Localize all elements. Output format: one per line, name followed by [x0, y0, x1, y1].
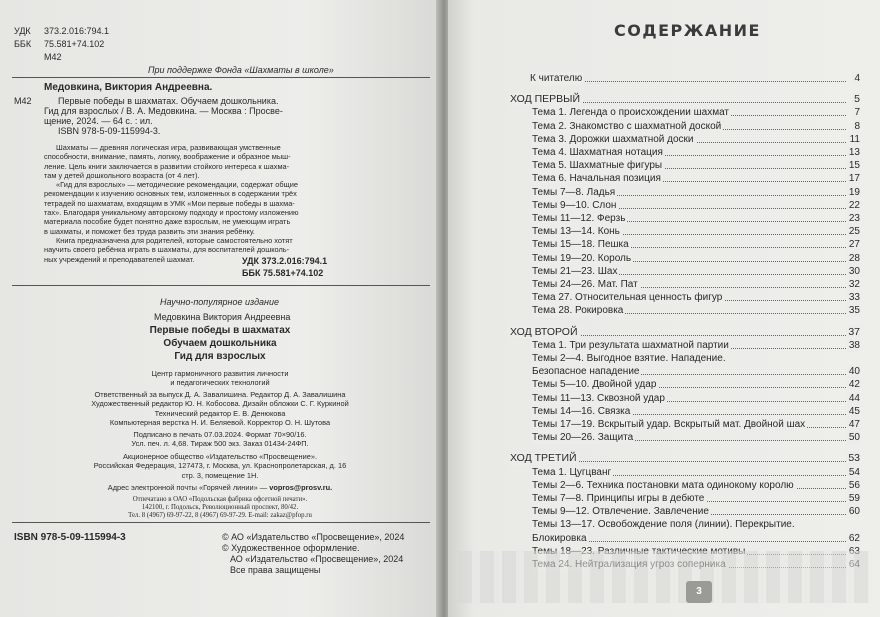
- toc-entry: [448, 278, 880, 291]
- toc-entry: [448, 378, 880, 391]
- printer-line: Отпечатано в ОАО «Подольская фабрика офсетной печати».: [132, 496, 308, 503]
- annotation-line: рекомендации к изучению основных тем, изложенных в содержании трёх: [44, 189, 297, 199]
- toc-entry: [448, 172, 880, 185]
- title-line: Гид для взрослых: [174, 351, 266, 362]
- toc-label: Темы 7—8. Принципы игры в дебюте: [532, 493, 705, 504]
- toc-page-number: 23: [848, 213, 860, 224]
- annotation-line: там у детей дошкольного возраста (от 4 лет).: [44, 170, 200, 180]
- annotation-line: «Гид для взрослых» — методические рекомендации, содержат общие: [56, 180, 298, 190]
- copyright-block: [222, 532, 404, 575]
- toc-page-number: 35: [848, 305, 860, 317]
- publisher-block: [40, 452, 400, 480]
- toc-entry: [448, 466, 880, 479]
- toc-label: Темы 5—10. Двойной удар: [532, 379, 657, 391]
- toc-entry: [448, 186, 880, 199]
- toc-entry: [448, 265, 880, 278]
- toc-entry: [448, 518, 880, 531]
- toc-page-number: 32: [848, 279, 860, 290]
- printer-line: 142100, г. Подольск, Революционный проспект, 80/42.: [141, 504, 299, 511]
- annotation-block: [44, 143, 299, 264]
- middle-divider: [12, 285, 430, 286]
- copyright-line: © Художественное оформление.: [222, 543, 360, 553]
- publisher-line: Российская Федерация, 127473, г. Москва, ул. Краснопролетарская, д. 16: [93, 461, 347, 471]
- copyright-line: Все права защищены: [230, 565, 321, 575]
- toc-label: Темы 2—4. Выгодное взятие. Нападение.: [532, 353, 726, 364]
- annotation-line: тетрадей по шахматам, входящим в УМК «Мои первые победы в шахма-: [44, 198, 295, 208]
- book-title: [100, 325, 340, 362]
- udk-repeat: УДК 373.2.016:794.1: [242, 256, 328, 266]
- toc-entry: [448, 405, 880, 418]
- annotation-line: ление. Цель книги заключается в развитии стойкого интереса к шахма-: [44, 161, 290, 171]
- toc-label: ХОД ТРЕТИЙ: [510, 452, 577, 465]
- toc-page-number: 45: [848, 405, 860, 417]
- chessboard-decoration: [458, 551, 870, 603]
- toc-page-number: 4: [854, 73, 860, 84]
- publisher-line: стр. 3, помещение 1Н.: [181, 470, 259, 480]
- toc-label: Темы 17—19. Вскрытый удар. Вскрытый мат. Двойной шах: [532, 419, 806, 430]
- toc-label: Темы 24—26. Мат. Пат: [532, 279, 638, 290]
- toc-page-number: 59: [848, 493, 860, 504]
- toc-entry: [448, 252, 880, 265]
- udk-label: УДК: [14, 26, 31, 36]
- toc-page-number: 42: [848, 379, 860, 391]
- annotation-line: способности, внимание, память, логику, воображение и образное мыш-: [44, 152, 291, 162]
- toc-page-number: 19: [848, 186, 860, 198]
- toc-label: Темы 21—23. Шах: [532, 265, 618, 277]
- author-mark: М42: [44, 52, 62, 62]
- credits-block: [40, 390, 400, 427]
- toc-entry: [448, 365, 880, 378]
- toc-label: Безопасное нападение: [532, 366, 640, 378]
- toc-page-number: 5: [854, 93, 860, 106]
- toc-entry: [448, 199, 880, 212]
- annotation-line: Книга предназначена для родителей, которые самостоятельно хотят: [56, 235, 293, 245]
- toc-label: Тема 1. Три результата шахматной партии: [532, 339, 729, 351]
- printer-line: Тел. 8 (4967) 69-97-22, 8 (4967) 69-97-29. E-mail: zakaz@pfop.ru: [128, 512, 312, 519]
- hotline-email: vopros@prosv.ru.: [269, 483, 333, 492]
- toc-page-number: 30: [848, 265, 860, 277]
- support-line: При поддержке Фонда «Шахматы в школе»: [148, 65, 334, 75]
- toc-label: Темы 9—10. Слон: [532, 199, 617, 211]
- toc-entry: [448, 291, 880, 304]
- toc-label: Блокировка: [532, 532, 587, 544]
- toc-entry: [448, 492, 880, 505]
- toc-label: Тема 5. Шахматные фигуры: [532, 160, 663, 172]
- annotation-line: тах». Благодаря уникальному авторскому подходу и простому изложению: [44, 208, 299, 218]
- contents-page: [448, 0, 880, 617]
- biblio-line: щение, 2024. — 64 с. : ил.: [44, 116, 153, 126]
- edition-type: Научно-популярное издание: [160, 297, 280, 307]
- toc-label: Тема 2. Знакомство с шахматной доской: [532, 120, 722, 132]
- toc-label: Тема 3. Дорожки шахматной доски: [532, 133, 694, 145]
- toc-label: Темы 19—20. Король: [532, 252, 632, 264]
- toc-entry: [448, 352, 880, 365]
- toc-entry: [448, 304, 880, 317]
- toc-page-number: 40: [848, 366, 860, 378]
- toc-page-number: 7: [854, 107, 860, 119]
- toc-entry: [448, 106, 880, 119]
- credit-line: Технический редактор Е. В. Денюкова: [154, 408, 286, 418]
- credit-line: Компьютерная верстка Н. И. Беляевой. Корректор О. Н. Шутова: [109, 417, 331, 427]
- toc-label: Тема 1. Легенда о происхождении шахмат: [532, 107, 729, 119]
- toc-page-number: 38: [848, 339, 860, 351]
- toc-label: Тема 1. Цугцванг: [532, 466, 612, 478]
- toc-label: Темы 11—13. Сквозной удар: [532, 392, 665, 404]
- toc-page-number: 33: [848, 292, 860, 304]
- toc-label: К читателю: [530, 73, 583, 84]
- contents-title: СОДЕРЖАНИЕ: [614, 21, 761, 40]
- toc-page-number: 25: [848, 226, 860, 238]
- title-line: Первые победы в шахматах: [149, 325, 291, 336]
- toc-label: Темы 20—26. Защита: [532, 432, 634, 444]
- hotline-label: Адрес электронной почты «Горячей линии» —: [107, 483, 268, 492]
- printer-block: [50, 496, 390, 520]
- bbk-label: ББК: [14, 39, 32, 49]
- publisher-line: Акционерное общество «Издательство «Просвещение».: [122, 452, 318, 461]
- toc-section: [448, 452, 880, 465]
- toc-label: Темы 9—12. Отвлечение. Завлечение: [532, 506, 709, 518]
- isbn-bottom: ISBN 978-5-09-115994-3: [14, 532, 126, 543]
- toc-page-number: 37: [848, 325, 860, 338]
- author-heading: Медовкина, Виктория Андреевна.: [44, 82, 213, 93]
- credit-line: Художественный редактор Ю. Н. Кобосова. Дизайн обложки С. Г. Куркиной: [91, 399, 349, 409]
- annotation-line: в шахматы, и поможет без труда развить эти знания ребёнку.: [44, 226, 255, 236]
- toc-page-number: 8: [854, 120, 860, 132]
- toc-page-number: 56: [848, 479, 860, 491]
- center-line: и педагогических технологий: [170, 378, 270, 388]
- toc-entry: [448, 238, 880, 251]
- page-number: 3: [686, 581, 712, 603]
- annotation-line: научить своего ребёнка играть в шахматы, для воспитателей дошколь-: [44, 245, 290, 255]
- toc-page-number: 15: [848, 160, 860, 172]
- toc-entry: [448, 133, 880, 146]
- toc-page-number: 22: [848, 199, 860, 211]
- toc-page-number: 50: [848, 432, 860, 444]
- annotation-line: материала пособие будет понятно даже взрослым, не умеющим играть: [44, 217, 291, 227]
- toc-entry: [448, 392, 880, 405]
- toc-label: Тема 6. Начальная позиция: [532, 173, 661, 185]
- toc-entry: [448, 225, 880, 238]
- toc-label: Темы 13—17. Освобождение поля (линии). Перекрытие.: [532, 519, 795, 531]
- toc-page-number: 54: [848, 466, 860, 478]
- toc-entry: [448, 212, 880, 225]
- toc-entry: [448, 72, 880, 85]
- bbk-value: 75.581+74.102: [44, 39, 105, 49]
- toc-page-number: 13: [848, 147, 860, 158]
- copyright-line: АО «Издательство «Просвещение», 2024: [230, 554, 404, 564]
- biblio-line: Первые победы в шахматах. Обучаем дошкольника.: [58, 96, 279, 106]
- author-mark-side: М42: [14, 96, 32, 106]
- toc-label: ХОД ПЕРВЫЙ: [510, 93, 581, 106]
- toc-page-number: 62: [848, 532, 860, 544]
- udk-value: 373.2.016:794.1: [44, 26, 110, 36]
- toc-entry: [448, 479, 880, 492]
- toc-entry: [448, 532, 880, 545]
- toc-label: Темы 11—12. Ферзь: [532, 213, 626, 224]
- toc-page-number: 60: [848, 506, 860, 518]
- toc-label: Тема 27. Относительная ценность фигур: [532, 292, 723, 304]
- toc-label: Темы 2—6. Техника постановки мата одинокому королю: [532, 479, 794, 491]
- toc-label: Тема 28. Рокировка: [532, 305, 624, 317]
- toc-entry: [448, 505, 880, 518]
- toc-page-number: 47: [848, 419, 860, 430]
- print-info: [60, 430, 380, 449]
- biblio-block: [44, 96, 283, 136]
- biblio-line: ISBN 978-5-09-115994-3.: [58, 126, 161, 136]
- center-block: [110, 369, 330, 388]
- print-line: Подписано в печать 07.03.2024. Формат 70×90/16.: [133, 430, 307, 439]
- title-line: Обучаем дошкольника: [163, 338, 277, 349]
- toc-entry: [448, 159, 880, 172]
- toc-page-number: 17: [848, 173, 860, 185]
- credit-line: Ответственный за выпуск Д. А. Завалишина. Редактор Д. А. Завалишина: [94, 390, 346, 399]
- annotation-line: Шахматы — древняя логическая игра, развивающая умственные: [56, 143, 281, 152]
- bbk-repeat: ББК 75.581+74.102: [242, 268, 324, 278]
- toc-entry: [448, 431, 880, 444]
- center-line: Центр гармоничного развития личности: [151, 369, 289, 378]
- bottom-divider: [12, 522, 430, 523]
- toc-page-number: 11: [849, 133, 860, 145]
- toc-label: Темы 7—8. Ладья: [532, 186, 616, 198]
- toc-entry: [448, 339, 880, 352]
- toc-label: Темы 14—16. Связка: [532, 405, 631, 417]
- toc-page-number: 28: [848, 252, 860, 264]
- toc-section: [448, 326, 880, 339]
- toc-section: [448, 93, 880, 106]
- top-divider: [12, 77, 430, 78]
- toc-page-number: 53: [848, 452, 860, 465]
- toc-label: Тема 4. Шахматная нотация: [532, 147, 663, 158]
- toc-page-number: 27: [848, 239, 860, 251]
- toc-page-number: 44: [848, 392, 860, 404]
- print-line: Усл. печ. л. 4,68. Тираж 500 экз. Заказ 01434-24ФП.: [131, 439, 309, 449]
- toc-entry: [448, 120, 880, 133]
- toc-label: Темы 15—18. Пешка: [532, 239, 629, 251]
- toc-label: Темы 13—14. Конь: [532, 226, 620, 238]
- biblio-line: Гид для взрослых / В. А. Медовкина. — Москва : Просве-: [44, 106, 283, 116]
- copyright-line: © АО «Издательство «Просвещение», 2024: [222, 532, 405, 542]
- author-full: Медовкина Виктория Андреевна: [154, 312, 291, 322]
- toc-label: ХОД ВТОРОЙ: [510, 325, 578, 338]
- hotline: [40, 483, 400, 492]
- toc-entry: [448, 146, 880, 159]
- toc-entry: [448, 418, 880, 431]
- annotation-line: ных учреждений и преподавателей шахмат.: [44, 254, 195, 264]
